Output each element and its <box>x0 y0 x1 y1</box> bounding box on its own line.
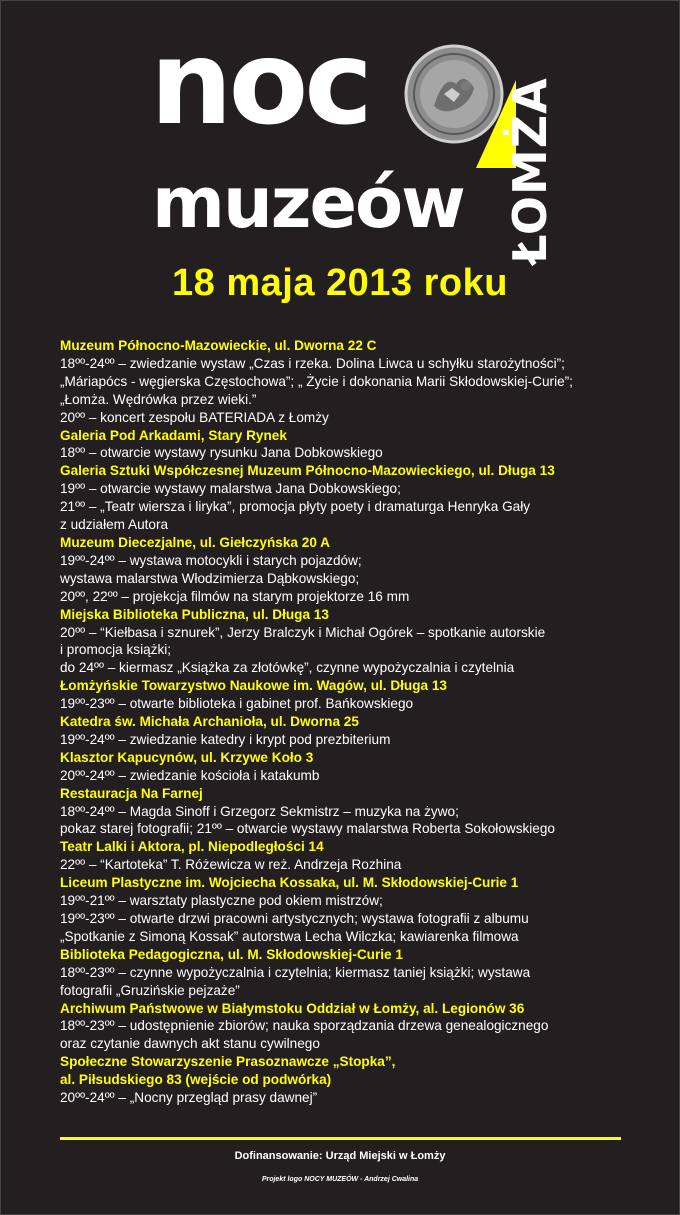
program-list <box>60 337 660 1107</box>
venue-detail-line: 19ºº-23ºº – otwarte biblioteka i gabinet prof. Bańkowskiego <box>60 696 414 712</box>
venue-title: Klasztor Kapucynów, ul. Krzywe Koło 3 <box>60 749 314 765</box>
venue-block <box>60 677 660 713</box>
venue-detail-line: 19ºº-23ºº – otwarte drzwi pracowni artystycznych; wystawa fotografii z albumu <box>60 911 529 926</box>
footer-funding: Dofinansowanie: Urząd Miejski w Łomży <box>234 1150 446 1162</box>
venue-block <box>60 749 660 785</box>
venue-title: Miejska Biblioteka Publiczna, ul. Długa 13 <box>60 606 329 622</box>
venue-detail-line: 22ºº – “Kartoteka” T. Różewicza w reż. Andrzeja Rozhina <box>60 857 402 873</box>
venue-detail-line: z udziałem Autora <box>60 517 169 533</box>
venue-block <box>60 1053 660 1107</box>
venue-detail-line: oraz czytanie dawnych akt stanu cywilnego <box>60 1036 320 1052</box>
venue-detail-line: 20ºº, 22ºº – projekcja filmów na starym projektorze 16 mm <box>60 588 410 604</box>
venue-title: Biblioteka Pedagogiczna, ul. M. Skłodowskiej-Curie 1 <box>60 946 403 962</box>
venue-detail-line: wystawa malarstwa Włodzimierza Dąbkowskiego; <box>60 570 360 586</box>
venue-block <box>60 874 660 946</box>
venue-block <box>60 785 660 839</box>
venue-detail-line: 18ºº-23ºº – czynne wypożyczalnia i czytelnia; kiermasz taniej książki; wystawa <box>60 964 531 980</box>
venue-detail-line: 21ºº – „Teatr wiersza i liryka”, promocja płyty poety i dramaturga Henryka Gały <box>60 499 531 515</box>
venue-detail-line: 19ºº-24ºº – zwiedzanie katedry i krypt pod prezbiterium <box>60 731 391 747</box>
venue-title: Katedra św. Michała Archanioła, ul. Dworna 25 <box>60 714 359 730</box>
event-date: 18 maja 2013 roku <box>172 262 508 304</box>
venue-title: Restauracja Na Farnej <box>60 785 203 801</box>
venue-title: Łomżyńskie Towarzystwo Naukowe im. Wagów, ul. Długa 13 <box>60 678 447 694</box>
venue-detail-line: pokaz starej fotografii; 21ºº – otwarcie wystawy malarstwa Roberta Sokołowskiego <box>60 821 555 837</box>
venue-detail-line: 19ºº-21ºº – warsztaty plastyczne pod okiem mistrzów; <box>60 893 383 909</box>
venue-block <box>60 427 660 463</box>
venue-title: Liceum Plastyczne im. Wojciecha Kossaka, ul. M. Skłodowskiej-Curie 1 <box>60 875 519 891</box>
venue-block <box>60 534 660 606</box>
venue-title: Galeria Pod Arkadami, Stary Rynek <box>60 427 287 443</box>
footer-credit: Projekt logo NOCY MUZEÓW - Andrzej Cwalina <box>261 1176 419 1183</box>
logo-muzeow-text: muzeów <box>152 162 464 244</box>
venue-detail-line: do 24ºº – kiermasz „Książka za złotówkę”, czynne wypożyczalnia i czytelnia <box>60 660 515 676</box>
venue-title: Teatr Lalki i Aktora, pl. Niepodległości 14 <box>60 839 324 855</box>
venue-block <box>60 713 660 749</box>
venue-block <box>60 1000 660 1054</box>
venue-detail-line: 19ºº – otwarcie wystawy malarstwa Jana Dobkowskiego; <box>60 481 401 497</box>
venue-title: Muzeum Diecezjalne, ul. Giełczyńska 20 A <box>60 534 330 550</box>
noc-muzeow-logo <box>150 16 557 264</box>
venue-block <box>60 838 660 874</box>
venue-detail-line: 20ºº – “Kiełbasa i sznurek”, Jerzy Bralczyk i Michał Ogórek – spotkanie autorskie <box>60 624 546 640</box>
venue-title-line-2: al. Piłsudskiego 83 (wejście od podwórka) <box>60 1072 332 1088</box>
venue-title: Galeria Sztuki Współczesnej Muzeum Północno-Mazowieckiego, ul. Długa 13 <box>60 463 555 479</box>
venue-detail-line: 20ºº – koncert zespołu BATERIADA z Łomży <box>60 409 329 425</box>
footer-divider <box>60 1137 621 1140</box>
venue-detail-line: fotografii „Gruzińskie pejzaże” <box>60 982 240 998</box>
venue-block <box>60 462 660 534</box>
venue-detail-line: 19ºº-24ºº – wystawa motocykli i starych pojazdów; <box>60 552 362 568</box>
venue-title: Archiwum Państwowe w Białymstoku Oddział w Łomży, al. Legionów 36 <box>60 1000 525 1016</box>
logo-city-text: ŁOMŻA <box>503 77 557 264</box>
venue-detail-line: 18ºº-24ºº – zwiedzanie wystaw „Czas i rzeka. Dolina Liwca u schyłku starożytności”; <box>60 355 565 371</box>
venue-block <box>60 946 660 1000</box>
venue-title: Muzeum Północno-Mazowieckie, ul. Dworna 22 C <box>60 338 377 353</box>
venue-detail-line: 20ºº-24ºº – zwiedzanie kościoła i katakumb <box>60 767 320 783</box>
venue-block <box>60 606 660 678</box>
venue-detail-line: „Máriapócs - węgierska Częstochowa”; „ Życie i dokonania Marii Skłodowskiej-Curie”; <box>60 373 573 389</box>
venue-detail-line: 20ºº-24ºº – „Nocny przegląd prasy dawnej” <box>60 1090 318 1106</box>
venue-detail-line: „Łomża. Wędrówka przez wieki.” <box>60 391 257 407</box>
venue-title: Społeczne Stowarzyszenie Prasoznawcze „Stopka”, <box>60 1054 396 1070</box>
logo-noc-text: noc <box>150 16 370 151</box>
venue-detail-line: 18ºº-23ºº – udostępnienie zbiorów; nauka sporządzania drzewa genealogicznego <box>60 1018 549 1034</box>
venue-detail-line: „Spotkanie z Simoną Kossak” autorstwa Lecha Wilczka; kawiarenka filmowa <box>60 928 519 944</box>
venue-block <box>60 337 660 427</box>
venue-detail-line: 18ºº – otwarcie wystawy rysunku Jana Dobkowskiego <box>60 445 383 461</box>
venue-detail-line: 18ºº-24ºº – Magda Sinoff i Grzegorz Sekmistrz – muzyka na żywo; <box>60 803 459 819</box>
venue-detail-line: i promocja książki; <box>60 642 172 658</box>
